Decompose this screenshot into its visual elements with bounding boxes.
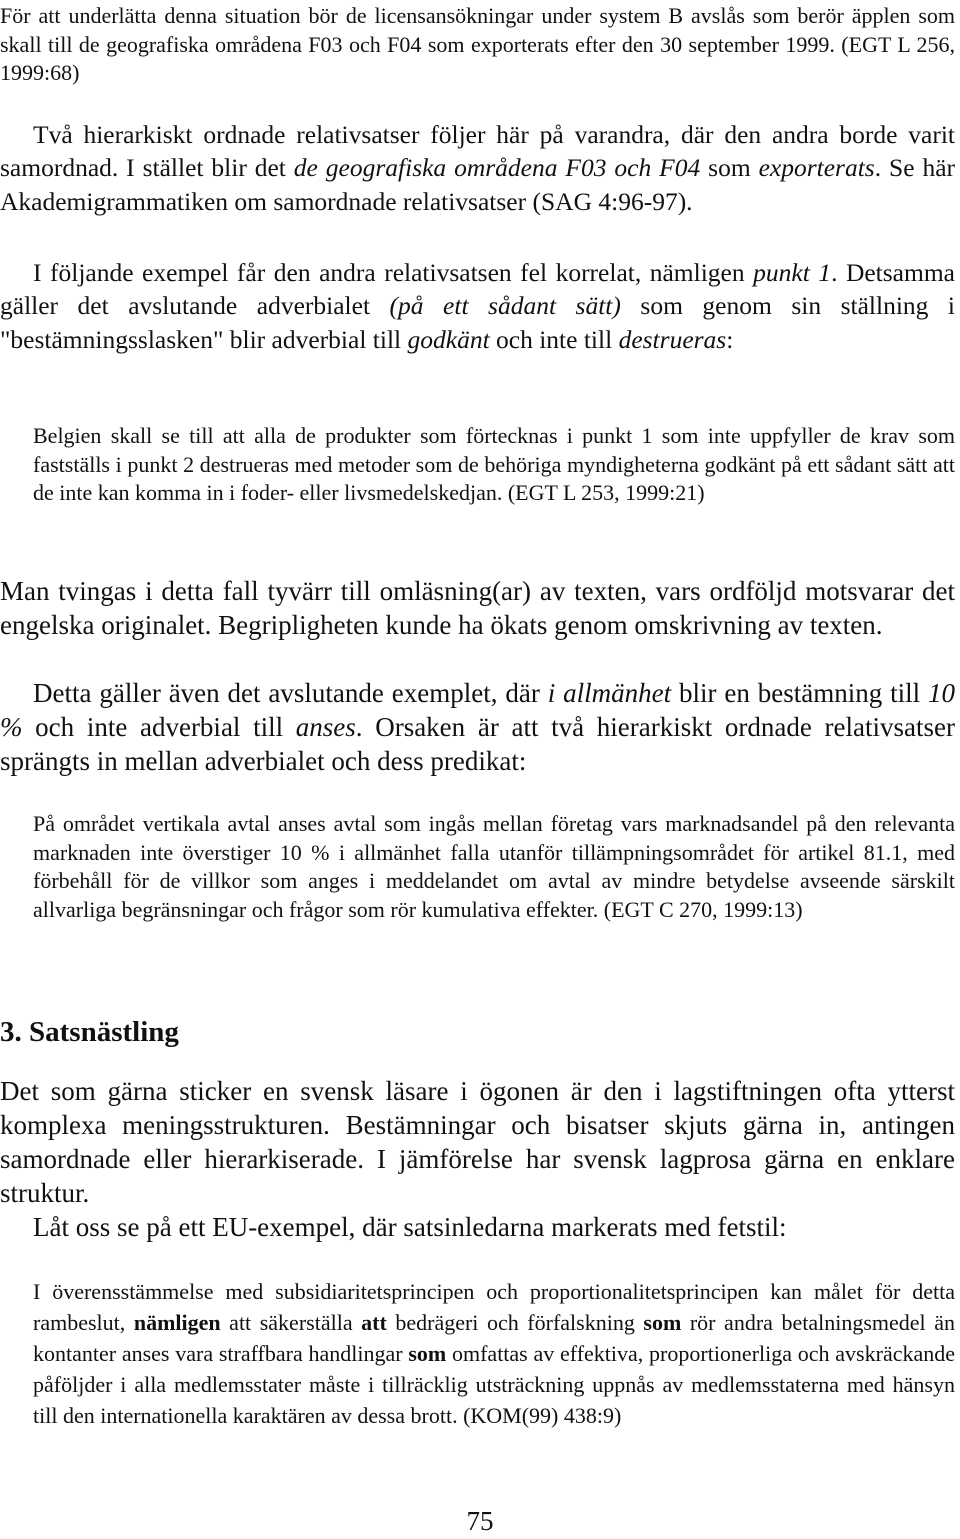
- bold-clause-marker: som: [408, 1341, 447, 1366]
- quote-belgium: Belgien skall se till att alla de produkter som förtecknas i punkt 1 som inte uppfyller de krav som fastställs i punkt 2 destrueras med metoder som de behöriga myndigheterna godkänt på ett sådant sätt att de inte kan komma in i foder- eller livsmedelskedjan. (EGT L 253, 1999:21): [33, 423, 955, 505]
- bold-clause-marker: som: [643, 1310, 682, 1335]
- bold-clause-marker: nämligen: [133, 1310, 221, 1335]
- italic-example: punkt 1: [753, 258, 832, 287]
- page-number: 75: [466, 1506, 494, 1536]
- paragraph-eu-example-intro: Låt oss se på ett EU-exempel, där satsinledarna markerats med fetstil:: [33, 1212, 787, 1242]
- section-heading: 3. Satsnästling: [0, 1016, 179, 1048]
- paragraph-intro-quote: För att underlätta denna situation bör de licensansökningar under system B avslås som berör äpplen som skall till de geografiska områdena F03 och F04 som exporterats efter den 30 september 1999. (EGT L 256, 1999:68): [0, 3, 955, 85]
- italic-example: de geografiska områdena F03 och F04: [293, 153, 701, 183]
- italic-example: destrueras: [618, 324, 727, 354]
- paragraph-rereading: Man tvingas i detta fall tyvärr till omläsning(ar) av texten, vars ordföljd motsvarar det engelska originalet. Begripligheten kunde ha ökats genom omskrivning av texten.: [0, 576, 955, 640]
- italic-example: godkänt: [407, 324, 490, 354]
- bold-clause-marker: att: [361, 1310, 387, 1335]
- paragraph-wrong-correlate: I följande exempel får den andra relativsatsen fel korrelat, nämligen punkt 1. Detsamma gäller det avslutande adverbialet (på ett sådant sätt) som genom sin ställning i "bestämningsslasken" blir adverbial till godkänt och inte till destrueras:: [0, 258, 955, 354]
- italic-example: i allmänhet: [547, 678, 672, 708]
- italic-example: exporterats: [758, 153, 875, 183]
- italic-example: 10 %: [0, 678, 955, 742]
- italic-example: (på ett sådant sätt): [389, 291, 621, 321]
- paragraph-nesting: Det som gärna sticker en svensk läsare i ögonen är den i lagstiftningen ofta ytterst komplexa meningsstrukturen. Bestämningar och bisatser skjuts gärna in, antingen samordnade eller hierarkiserade. I jämförelse har svensk lagprosa gärna en enklare struktur.: [0, 1076, 955, 1208]
- quote-framework-decision: I överensstämmelse med subsidiaritetsprincipen och proportionalitetsprincipen kan målet för detta rambeslut, nämligen att säkerställa att bedrägeri och förfalskning som rör andra betalningsmedel än kontanter anses vara straffbara handlingar som omfattas av effektiva, proportionerliga och avskräckande påföljder i alla medlemsstater måste i tillräcklig utsträckning uppnås av medlemsstaterna med hänsyn till den internationella karaktären av dessa brott. (KOM(99) 438:9): [33, 1279, 956, 1428]
- quote-vertical-agreements: På området vertikala avtal anses avtal som ingås mellan företag vars marknadsandel på den relevanta marknaden inte överstiger 10 % i allmänhet falla utanför tillämpningsområdet för artikel 81.1, med förbehåll för de villkor som anges i meddelandet om avtal av mindre betydelse avseende särskilt allvarliga begränsningar och frågor som rör kumulativa effekter. (EGT C 270, 1999:13): [33, 811, 955, 922]
- italic-example: anses: [295, 712, 356, 742]
- paragraph-relative-clauses: Två hierarkiskt ordnade relativsatser följer här på varandra, där den andra borde varit samordnad. I stället blir det de geografiska områdena F03 och F04 som exporterats. Se här Akademigrammatiken om samordnade relativsatser (SAG 4:96-97).: [0, 120, 955, 216]
- paragraph-final-example: Detta gäller även det avslutande exemplet, där i allmänhet blir en bestämning till 10 % och inte adverbial till anses. Orsaken är att två hierarkiskt ordnade relativsatser sprängts in mellan adverbialet och dess predikat:: [0, 678, 955, 776]
